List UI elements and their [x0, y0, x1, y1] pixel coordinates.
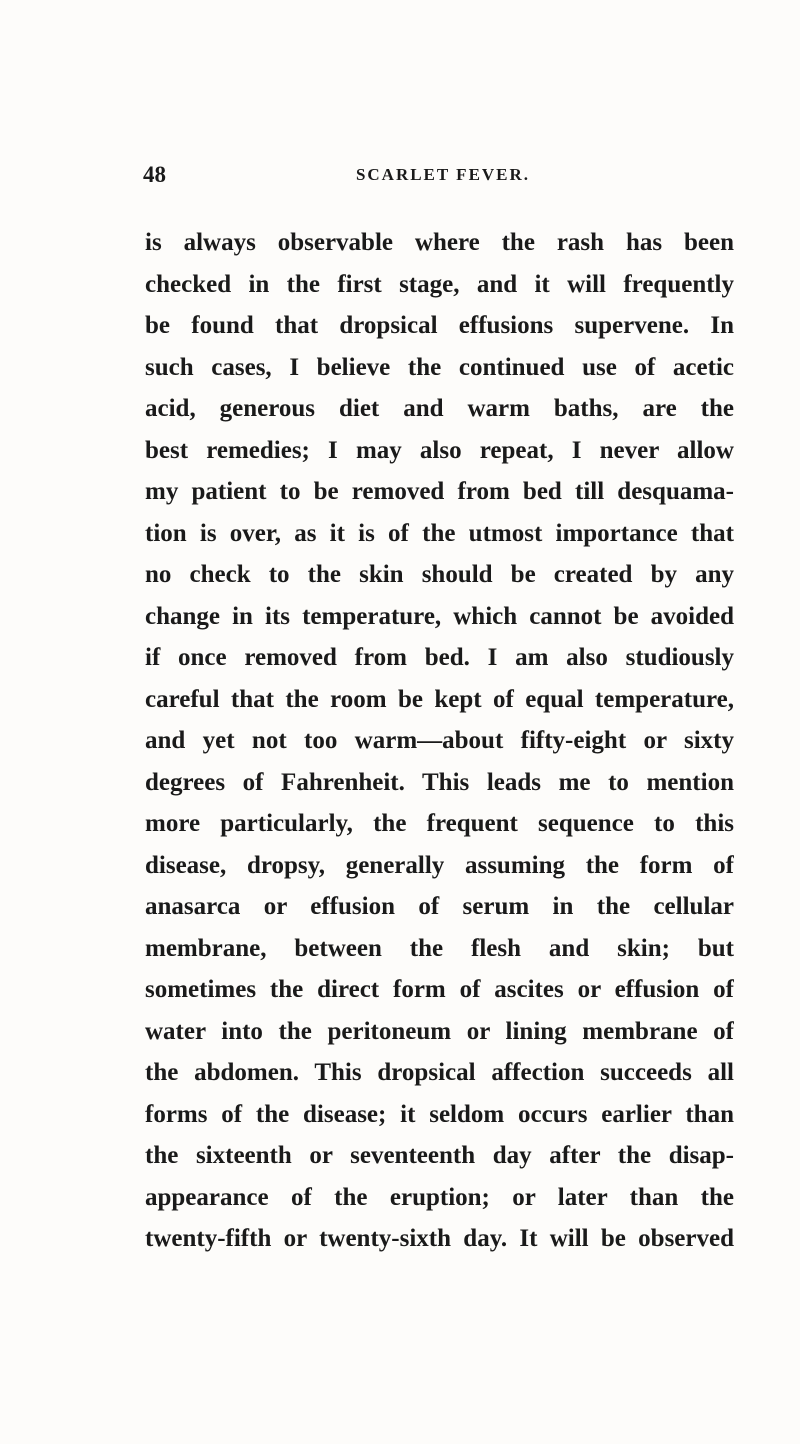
- text-line: membrane, between the flesh and skin; but: [145, 934, 734, 962]
- text-line: the sixteenth or seventeenth day after the disap-: [145, 1142, 734, 1169]
- text-line: water into the peritoneum or lining membrane of: [145, 1017, 734, 1045]
- text-line: degrees of Fahrenheit. This leads me to mention: [145, 768, 734, 796]
- text-line: twenty-fifth or twenty-sixth day. It will be observed: [145, 1225, 734, 1252]
- text-line: best remedies; I may also repeat, I never allow: [145, 436, 734, 464]
- text-line: change in its temperature, which cannot be avoided: [145, 602, 734, 630]
- text-line: acid, generous diet and warm baths, are the: [145, 395, 734, 422]
- text-line: the abdomen. This dropsical affection succeeds all: [145, 1059, 734, 1086]
- text-line: if once removed from bed. I am also studiously: [145, 644, 734, 671]
- text-line: forms of the disease; it seldom occurs earlier than: [145, 1100, 734, 1128]
- text-line: and yet not too warm—about fifty-eight or sixty: [145, 727, 734, 754]
- text-line: my patient to be removed from bed till desquama-: [145, 478, 734, 505]
- page-number: 48: [143, 162, 166, 187]
- text-line: be found that dropsical effusions supervene. In: [145, 312, 734, 339]
- text-line: no check to the skin should be created by any: [145, 561, 734, 588]
- text-line: is always observable where the rash has been: [145, 229, 734, 256]
- text-line: such cases, I believe the continued use of acetic: [145, 353, 734, 381]
- running-title: SCARLET FEVER.: [355, 165, 531, 184]
- text-line: anasarca or effusion of serum in the cellular: [145, 893, 734, 920]
- text-line: careful that the room be kept of equal temperature,: [145, 685, 734, 713]
- page-header: [143, 160, 743, 190]
- text-line: appearance of the eruption; or later than the: [145, 1183, 734, 1211]
- text-line: tion is over, as it is of the utmost importance that: [145, 519, 734, 547]
- text-line: more particularly, the frequent sequence to this: [145, 810, 734, 837]
- text-line: checked in the first stage, and it will frequently: [145, 270, 734, 298]
- text-line: disease, dropsy, generally assuming the form of: [145, 851, 734, 879]
- body-text: [145, 222, 734, 1260]
- text-line: sometimes the direct form of ascites or effusion of: [145, 976, 734, 1003]
